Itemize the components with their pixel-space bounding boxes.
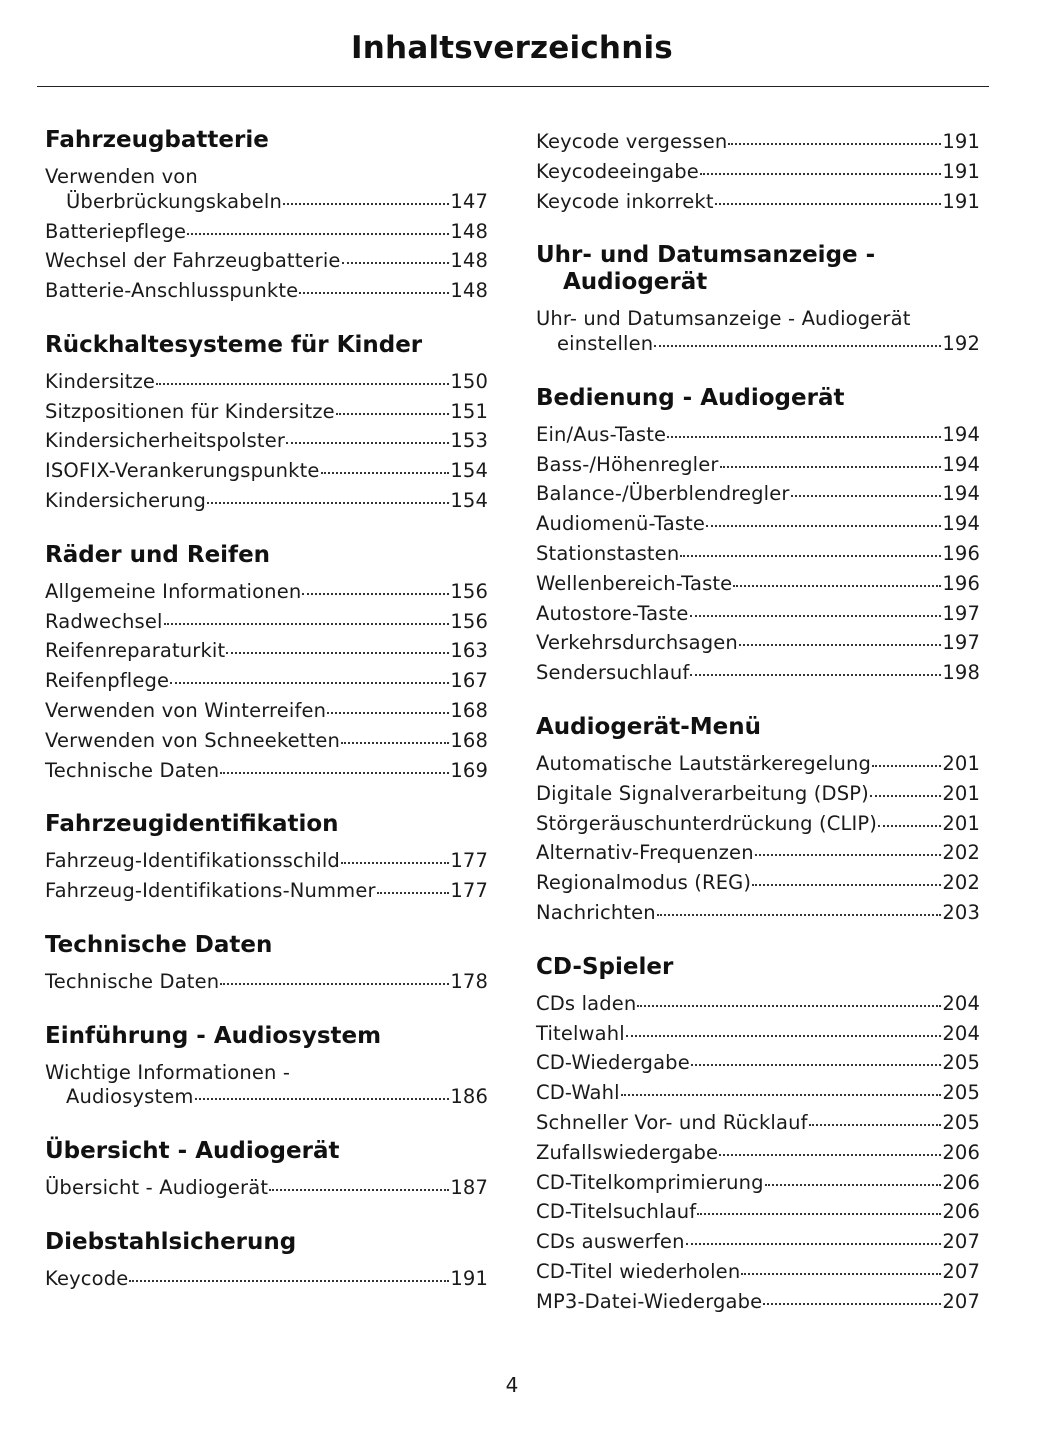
- toc-entry-row: [536, 187, 980, 217]
- toc-entry[interactable]: [45, 876, 488, 906]
- toc-entry[interactable]: [45, 666, 488, 696]
- toc-entry-text: Nachrichten: [536, 901, 656, 925]
- toc-entry[interactable]: [536, 479, 980, 509]
- toc-entry[interactable]: [45, 1058, 488, 1113]
- toc-entry-row: [45, 1264, 488, 1294]
- toc-entry-row: [536, 330, 980, 359]
- toc-entry[interactable]: [536, 1227, 980, 1257]
- section-heading: Bedienung - Audiogerät: [536, 384, 845, 411]
- toc-entry-page: 156: [450, 579, 488, 603]
- toc-entry-page: 198: [942, 661, 980, 685]
- toc-entry-text: Reifenpflege: [45, 669, 170, 693]
- toc-entry-page: 168: [450, 728, 488, 752]
- toc-entry-row: [45, 397, 488, 427]
- toc-entry-page: 194: [942, 482, 980, 506]
- dot-leader: [341, 848, 449, 868]
- toc-entry[interactable]: [45, 486, 488, 516]
- toc-entry[interactable]: [536, 898, 980, 928]
- toc-entry-row: [536, 569, 980, 599]
- toc-entry-row: [536, 1168, 980, 1198]
- dot-leader: [870, 780, 941, 800]
- toc-entry-text: Verwenden von Winterreifen: [45, 699, 327, 723]
- toc-entry-page: 194: [942, 452, 980, 476]
- dot-leader: [283, 188, 449, 208]
- dot-leader: [690, 660, 941, 680]
- dot-leader: [637, 990, 941, 1010]
- toc-entry-row: [536, 809, 980, 839]
- toc-section-continued: [536, 127, 980, 216]
- toc-entry-row: [536, 420, 980, 450]
- dot-leader: [327, 698, 449, 718]
- dot-leader: [302, 578, 449, 598]
- toc-entry[interactable]: [536, 1108, 980, 1138]
- toc-entry-row: [536, 479, 980, 509]
- toc-entry[interactable]: [45, 217, 488, 247]
- toc-entry-text: Übersicht - Audiogerät: [45, 1176, 269, 1200]
- dot-leader: [763, 1288, 941, 1308]
- toc-entry-row: [536, 779, 980, 809]
- toc-entry-text: Keycode vergessen: [536, 130, 728, 153]
- toc-entry-page: 191: [450, 1267, 488, 1291]
- toc-entry-row: [536, 989, 980, 1019]
- toc-entry-text: Bass-/Höhenregler: [536, 452, 719, 476]
- toc-entry-row: [45, 577, 488, 607]
- dot-leader: [164, 608, 450, 628]
- dot-leader: [872, 751, 941, 771]
- section-heading: Audiogerät-Menü: [536, 714, 762, 741]
- toc-entry-page: 201: [942, 811, 980, 835]
- toc-entry-row: [45, 1173, 488, 1203]
- toc-entry[interactable]: [45, 162, 488, 217]
- toc-entry-text: Autostore-Taste: [536, 601, 689, 625]
- toc-entry-text: Kindersicherheitspolster: [45, 429, 286, 453]
- section-heading: Fahrzeugidentifikation: [45, 811, 339, 838]
- section-heading: CD-Spieler: [536, 953, 674, 980]
- toc-entry-text: Verkehrsdurchsagen: [536, 631, 738, 655]
- toc-section-uhr-und-datumsanzeige-audiogeraet: [536, 242, 980, 359]
- toc-entry[interactable]: [536, 304, 980, 359]
- toc-entry-row: [536, 1227, 980, 1257]
- toc-entry-row: [45, 666, 488, 696]
- toc-entry-page: 169: [450, 758, 488, 782]
- toc-entry-text-line1: Wichtige Informationen -: [45, 1060, 291, 1084]
- toc-entry-page: 156: [450, 609, 488, 633]
- toc-entry-page: 151: [450, 399, 488, 423]
- toc-entry[interactable]: [536, 868, 980, 898]
- toc-entry-text: Überbrückungskabeln: [66, 189, 282, 213]
- toc-entry[interactable]: [536, 1168, 980, 1198]
- toc-entry-text: Keycode inkorrekt: [536, 189, 714, 213]
- toc-section-bedienung-audiogeraet: [536, 385, 980, 688]
- dot-leader: [621, 1080, 942, 1100]
- toc-entry[interactable]: [536, 1138, 980, 1168]
- toc-entry-row: [45, 276, 488, 306]
- toc-section-diebstahlsicherung: [45, 1229, 488, 1294]
- dot-leader: [878, 810, 941, 830]
- toc-entry-text: Kindersicherung: [45, 489, 206, 513]
- toc-entry-row: [45, 367, 488, 397]
- toc-entry-text: Reifenreparaturkit: [45, 639, 226, 663]
- toc-entry-text: Automatische Lautstärkeregelung: [536, 752, 872, 776]
- toc-entry-row: [536, 539, 980, 569]
- dot-leader: [741, 1259, 941, 1279]
- toc-entry-row: [536, 1197, 980, 1227]
- toc-entry[interactable]: [536, 539, 980, 569]
- toc-entry-text: CD-Wahl: [536, 1081, 620, 1105]
- dot-leader: [626, 1020, 942, 1040]
- toc-entry-row: [45, 967, 488, 997]
- toc-entry[interactable]: [536, 809, 980, 839]
- toc-entry-row: [45, 1084, 488, 1113]
- dot-leader: [156, 368, 449, 388]
- toc-entry-page: 163: [450, 639, 488, 663]
- toc-entry-row: [536, 1019, 980, 1049]
- toc-entry-row: [536, 1257, 980, 1287]
- toc-entry-text: Verwenden von Schneeketten: [45, 728, 341, 752]
- dot-leader: [700, 158, 941, 178]
- toc-entry[interactable]: [536, 1197, 980, 1227]
- dot-leader: [220, 969, 449, 989]
- toc-entry[interactable]: [45, 607, 488, 637]
- toc-entry-text: Regionalmodus (REG): [536, 871, 752, 895]
- toc-entry-text: Audiomenü-Taste: [536, 512, 706, 536]
- title-divider: [37, 86, 989, 87]
- section-heading: Technische Daten: [45, 932, 273, 959]
- toc-entry-page: 147: [450, 189, 488, 213]
- toc-entry-page: 192: [942, 331, 980, 355]
- section-heading: Räder und Reifen: [45, 541, 271, 568]
- toc-entry[interactable]: [45, 1264, 488, 1294]
- toc-entry-text: Batterie-Anschlusspunkte: [45, 279, 299, 303]
- page-title: Inhaltsverzeichnis: [351, 30, 673, 66]
- toc-entry-text: CDs laden: [536, 991, 637, 1015]
- toc-entry-row: [45, 246, 488, 276]
- toc-entry[interactable]: [536, 420, 980, 450]
- toc-entry-text: Technische Daten: [45, 758, 220, 782]
- toc-entry[interactable]: [45, 426, 488, 456]
- toc-entry-row: [45, 188, 488, 217]
- section-heading: Übersicht - Audiogerät: [45, 1138, 340, 1165]
- dot-leader: [654, 330, 941, 350]
- toc-entry[interactable]: [536, 1257, 980, 1287]
- toc-entry-row: [536, 157, 980, 187]
- toc-entry[interactable]: [536, 569, 980, 599]
- section-heading: Fahrzeugbatterie: [45, 127, 269, 153]
- dot-leader: [728, 129, 941, 149]
- toc-entry-text: Zufallswiedergabe: [536, 1140, 719, 1164]
- dot-leader: [377, 878, 450, 898]
- toc-entry-page: 203: [942, 901, 980, 925]
- dot-leader: [667, 421, 941, 441]
- toc-entry-page: 207: [942, 1260, 980, 1284]
- dot-leader: [220, 757, 449, 777]
- toc-entry-page: 191: [942, 159, 980, 183]
- dot-leader: [269, 1175, 449, 1195]
- toc-entry-page: 202: [942, 841, 980, 865]
- toc-entry-text: Balance-/Überblendregler: [536, 482, 790, 506]
- toc-entry-text: CD-Wiedergabe: [536, 1051, 690, 1075]
- dot-leader: [657, 900, 942, 920]
- toc-section-audiogeraet-menue: [536, 714, 980, 928]
- toc-entry-page: 205: [942, 1081, 980, 1105]
- toc-entry-text: Digitale Signalverarbeitung (DSP): [536, 781, 869, 805]
- toc-entry-page: 206: [942, 1200, 980, 1224]
- toc-entry-text: Stationstasten: [536, 542, 680, 566]
- dot-leader: [752, 870, 941, 890]
- toc-entry[interactable]: [45, 696, 488, 726]
- toc-entry-text: Wechsel der Fahrzeugbatterie: [45, 249, 341, 273]
- toc-entry-row: [45, 456, 488, 486]
- toc-entry-page: 206: [942, 1140, 980, 1164]
- toc-entry-row: [45, 726, 488, 756]
- dot-leader: [680, 541, 941, 561]
- toc-entry-page: 187: [450, 1176, 488, 1200]
- toc-section-rueckhaltesysteme-fuer-kinder: [45, 332, 488, 516]
- toc-entry-text: Batteriepflege: [45, 219, 187, 243]
- toc-entry-text: Fahrzeug-Identifikations-Nummer: [45, 879, 376, 903]
- toc-section-uebersicht-audiogeraet: [45, 1138, 488, 1203]
- dot-leader: [187, 218, 449, 238]
- toc-entry-row: [45, 426, 488, 456]
- toc-entry-text: Sitzpositionen für Kindersitze: [45, 399, 335, 423]
- dot-leader: [226, 638, 449, 658]
- toc-entry-page: 191: [942, 130, 980, 153]
- toc-entry-text: Wellenbereich-Taste: [536, 571, 733, 595]
- toc-section-raeder-und-reifen: [45, 542, 488, 786]
- toc-entry[interactable]: [45, 456, 488, 486]
- toc-entry-text: CD-Titel wiederholen: [536, 1260, 741, 1284]
- toc-entry-page: 153: [450, 429, 488, 453]
- section-heading: Einführung - Audiosystem: [45, 1022, 382, 1049]
- toc-entry[interactable]: [45, 276, 488, 306]
- toc-entry-row: [536, 450, 980, 480]
- toc-entry[interactable]: [536, 157, 980, 187]
- dot-leader: [129, 1266, 449, 1286]
- toc-entry-page: 196: [942, 571, 980, 595]
- toc-entry[interactable]: [536, 749, 980, 779]
- toc-entry-text: Sendersuchlauf: [536, 661, 690, 685]
- toc-entry-page: 177: [450, 849, 488, 873]
- toc-entry-row: [536, 658, 980, 688]
- toc-entry-row: [45, 486, 488, 516]
- toc-entry-text: Kindersitze: [45, 369, 156, 393]
- dot-leader: [720, 451, 942, 471]
- toc-entry-text: Allgemeine Informationen: [45, 579, 302, 603]
- toc-entry[interactable]: [536, 989, 980, 1019]
- toc-entry-page: 194: [942, 512, 980, 536]
- dot-leader: [299, 278, 449, 298]
- toc-entry-text: Störgeräuschunterdrückung (CLIP): [536, 811, 878, 835]
- toc-entry-row: [45, 846, 488, 876]
- toc-entry-text: CD-Titelkomprimierung: [536, 1170, 764, 1194]
- dot-leader: [691, 1050, 941, 1070]
- toc-entry-page: 148: [450, 279, 488, 303]
- toc-entry-text: Ein/Aus-Taste: [536, 422, 667, 446]
- dot-leader: [336, 398, 450, 418]
- dot-leader: [170, 668, 449, 688]
- toc-entry-page: 191: [942, 189, 980, 213]
- toc-entry[interactable]: [45, 246, 488, 276]
- toc-entry-page: 148: [450, 219, 488, 243]
- dot-leader: [321, 458, 450, 478]
- toc-entry[interactable]: [536, 1048, 980, 1078]
- dot-leader: [755, 840, 942, 860]
- toc-entry[interactable]: [536, 628, 980, 658]
- dot-leader: [809, 1110, 942, 1130]
- toc-section-einfuehrung-audiosystem: [45, 1023, 488, 1113]
- toc-entry[interactable]: [536, 127, 980, 157]
- toc-entry-page: 197: [942, 631, 980, 655]
- toc-entry[interactable]: [536, 1078, 980, 1108]
- dot-leader: [207, 488, 449, 508]
- toc-entry-page: 186: [450, 1085, 488, 1109]
- toc-entry-row: [536, 749, 980, 779]
- dot-leader: [195, 1084, 450, 1104]
- toc-right-column: [536, 127, 980, 1343]
- toc-entry[interactable]: [536, 599, 980, 629]
- toc-entry[interactable]: [536, 1287, 980, 1317]
- toc-entry-page: 201: [942, 781, 980, 805]
- toc-entry-page: 197: [942, 601, 980, 625]
- toc-entry-text: Alternativ-Frequenzen: [536, 841, 754, 865]
- toc-entry-page: 154: [450, 489, 488, 513]
- toc-entry-row: [536, 599, 980, 629]
- page-number: 4: [505, 1373, 519, 1397]
- dot-leader: [286, 428, 449, 448]
- toc-entry[interactable]: [536, 509, 980, 539]
- toc-entry[interactable]: [45, 367, 488, 397]
- toc-entry-text-line1: Uhr- und Datumsanzeige - Audiogerät: [536, 307, 911, 331]
- toc-entry-page: 167: [450, 669, 488, 693]
- toc-entry-row: [45, 607, 488, 637]
- toc-entry[interactable]: [536, 450, 980, 480]
- dot-leader: [719, 1139, 941, 1159]
- toc-entry-text: Titelwahl: [536, 1021, 625, 1045]
- toc-entry-text: Technische Daten: [45, 970, 220, 994]
- toc-entry-row: [536, 1138, 980, 1168]
- toc-entry-row: [45, 217, 488, 247]
- toc-entry-page: 150: [450, 369, 488, 393]
- toc-entry[interactable]: [536, 658, 980, 688]
- toc-entry-row: [536, 838, 980, 868]
- toc-entry-text: einstellen: [557, 331, 654, 355]
- toc-entry-page: 178: [450, 970, 488, 994]
- dot-leader: [342, 248, 450, 268]
- toc-entry-page: 207: [942, 1230, 980, 1254]
- toc-entry-text: Radwechsel: [45, 609, 163, 633]
- toc-left-column: [45, 127, 488, 1320]
- toc-section-technische-daten: [45, 932, 488, 997]
- toc-section-fahrzeugbatterie: [45, 127, 488, 306]
- toc-entry-row: [536, 898, 980, 928]
- toc-entry-text: MP3-Datei-Wiedergabe: [536, 1289, 763, 1313]
- toc-entry-text: CDs auswerfen: [536, 1230, 685, 1254]
- toc-entry-text: ISOFIX-Verankerungspunkte: [45, 459, 320, 483]
- dot-leader: [791, 481, 942, 501]
- toc-entry-row: [536, 1108, 980, 1138]
- toc-entry[interactable]: [536, 1019, 980, 1049]
- toc-entry-row: [45, 756, 488, 786]
- toc-entry-page: 204: [942, 991, 980, 1015]
- toc-entry-page: 201: [942, 752, 980, 776]
- toc-entry[interactable]: [536, 187, 980, 217]
- toc-entry-row: [536, 868, 980, 898]
- toc-entry-page: 205: [942, 1111, 980, 1135]
- toc-entry[interactable]: [536, 838, 980, 868]
- toc-entry-text: Schneller Vor- und Rücklauf: [536, 1111, 808, 1135]
- toc-entry[interactable]: [45, 1173, 488, 1203]
- toc-entry-page: 148: [450, 249, 488, 273]
- toc-entry-page: 207: [942, 1289, 980, 1313]
- toc-entry[interactable]: [45, 636, 488, 666]
- toc-entry-row: [536, 1048, 980, 1078]
- toc-entry-row: [536, 628, 980, 658]
- toc-entry-row: [536, 509, 980, 539]
- toc-entry[interactable]: [45, 967, 488, 997]
- toc-entry[interactable]: [45, 397, 488, 427]
- toc-entry-row: [536, 1078, 980, 1108]
- toc-entry-row: [45, 636, 488, 666]
- toc-entry-text: Keycodeeingabe: [536, 159, 699, 183]
- dot-leader: [765, 1169, 942, 1189]
- section-heading: Rückhaltesysteme für Kinder: [45, 331, 423, 358]
- toc-entry-text: Audiosystem: [66, 1085, 194, 1109]
- toc-entry-page: 168: [450, 699, 488, 723]
- toc-entry-row: [45, 876, 488, 906]
- toc-entry-page: 202: [942, 871, 980, 895]
- toc-entry[interactable]: [45, 726, 488, 756]
- toc-entry-text-line1: Verwenden von: [45, 165, 198, 188]
- dot-leader: [715, 188, 942, 208]
- toc-entry-page: 206: [942, 1170, 980, 1194]
- toc-entry-text: Keycode: [45, 1267, 129, 1291]
- dot-leader: [706, 511, 941, 531]
- section-heading: Uhr- und Datumsanzeige - Audiogerät: [536, 242, 876, 296]
- dot-leader: [686, 1229, 942, 1249]
- toc-entry[interactable]: [45, 846, 488, 876]
- dot-leader: [690, 600, 942, 620]
- toc-entry-text: Fahrzeug-Identifikationsschild: [45, 849, 340, 873]
- dot-leader: [697, 1199, 941, 1219]
- toc-entry-row: [536, 1287, 980, 1317]
- toc-entry[interactable]: [536, 779, 980, 809]
- dot-leader: [341, 727, 449, 747]
- toc-entry-text: CD-Titelsuchlauf: [536, 1200, 697, 1224]
- toc-entry[interactable]: [45, 577, 488, 607]
- toc-entry-row: [536, 127, 980, 157]
- dot-leader: [733, 570, 941, 590]
- toc-entry-page: 205: [942, 1051, 980, 1075]
- toc-section-cd-spieler: [536, 954, 980, 1317]
- toc-entry-page: 196: [942, 542, 980, 566]
- toc-entry-page: 177: [450, 879, 488, 903]
- section-heading: Diebstahlsicherung: [45, 1229, 297, 1256]
- toc-section-fahrzeugidentifikation: [45, 811, 488, 906]
- toc-entry[interactable]: [45, 756, 488, 786]
- dot-leader: [739, 630, 941, 650]
- toc-entry-page: 154: [450, 459, 488, 483]
- toc-entry-page: 204: [942, 1021, 980, 1045]
- toc-entry-page: 194: [942, 422, 980, 446]
- toc-entry-row: [45, 696, 488, 726]
